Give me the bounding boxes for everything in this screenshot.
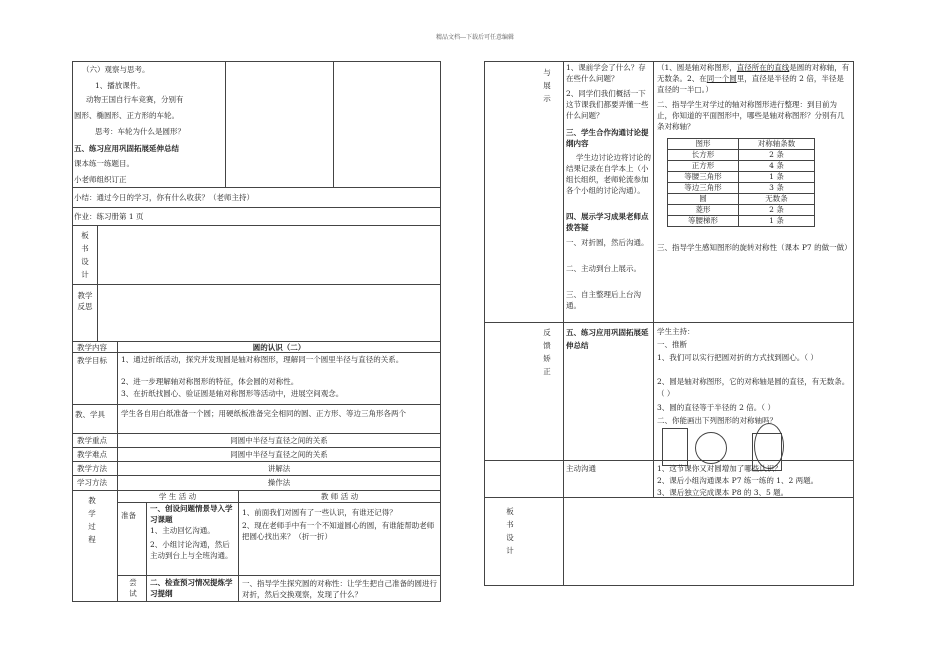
- prep-label: 准备: [121, 511, 136, 520]
- axis-head-shape: 图形: [668, 139, 739, 150]
- prep-title: 一、创设问题情景导入学习课题: [150, 504, 233, 524]
- board-design-label-right: 板书设计: [506, 507, 514, 555]
- share-label: 与展示: [543, 68, 551, 103]
- feedback-label: 反馈矫正: [543, 328, 551, 376]
- goal-1: 1、通过折纸活动，探究并发现圆是轴对称图形，理解同一个圆里半径与直径的关系。: [121, 355, 404, 364]
- board-design-label: 板书设计: [81, 231, 89, 279]
- share-4-item-2: 二、主动到台上展示。: [566, 264, 641, 273]
- goal-label: 教学目标: [77, 356, 107, 365]
- section-6-question: 思考：车轮为什么是圆形？: [95, 127, 185, 136]
- learn-method-value: 操作法: [267, 478, 291, 487]
- share-3-text: 学生边讨论边将讨论的结果记录在自学本上（小组长组织，老师轮流参加各个小组的讨论沟通）。: [566, 153, 651, 195]
- teacher-point-1e: 里，直径是半径的 2 倍，半径是直径的一半□。）: [657, 74, 844, 94]
- prep-student-2: 2、小组讨论沟通，然后主动到台上与全班沟通。: [150, 540, 233, 560]
- try-teacher-1: 一、指导学生探究圆的对称性：让学生把自己准备的圆进行对折，然后交换观察，发现了什么？: [242, 579, 437, 599]
- student-activity-head: 学 生 活 动: [158, 492, 197, 501]
- tools-label: 教、学具: [75, 410, 105, 419]
- axis-shape: 等腰梯形: [668, 216, 739, 227]
- axis-count: 3 条: [739, 183, 815, 194]
- try-title: 二、检查预习情况提炼学习提纲: [150, 578, 233, 598]
- feedback-item-2: 2、圆是轴对称图形，它的对称轴是圆的直径，有无数条。（ ）: [657, 377, 850, 398]
- goal-3: 3、在折纸找圆心、验证圆是轴对称图形等活动中，进展空间观念。: [121, 389, 344, 398]
- difficulty-label: 教学难点: [77, 450, 107, 459]
- prep-teacher-1: 1、前面我们对圆有了一些认识，有谁还记得？: [242, 508, 397, 517]
- prep-student-1: 1、主动回忆沟通。: [150, 526, 215, 535]
- communication-item-3: 3、课后独立完成课本 P8 的 3、5 题。: [657, 488, 789, 497]
- content-value: 圆的认识（二）: [252, 343, 306, 352]
- homework-text: 作业：练习册第 1 页: [74, 212, 144, 221]
- rectangle-shape-icon: [662, 428, 688, 466]
- feedback-title: 五、练习应用巩固拓展延伸总结: [566, 328, 649, 350]
- feedback-host: 学生主持：: [657, 327, 695, 336]
- axis-shape: 等边三角形: [668, 183, 739, 194]
- goal-2: 2、进一步理解轴对称图形的特征，体会圆的对称性。: [121, 377, 299, 386]
- circle-shape-icon: [695, 432, 727, 464]
- key-point-label: 教学重点: [77, 436, 107, 445]
- teacher-point-1: [657, 62, 851, 95]
- axis-shape: 等腰三角形: [668, 172, 739, 183]
- learn-method-label: 学习方法: [77, 478, 107, 487]
- page-header: 精品文档---下载后可任意编辑: [435, 34, 515, 41]
- section-6-title: （六）观察与思考。: [82, 65, 150, 74]
- method-value: 讲解法: [267, 464, 291, 473]
- teacher-point-1c: 是圆的对称轴，有无数条。2、在: [657, 63, 850, 83]
- communication-item-2: 2、课后小组沟通课本 P7 练一练的 1、2 两题。: [657, 476, 819, 485]
- feedback-item-3: 3、圆的直径等于半径的 2 倍。（ ）: [657, 403, 775, 412]
- axis-head-count: 对称轴条数: [739, 139, 815, 150]
- axis-count: 无数条: [739, 194, 815, 205]
- axis-shape: 菱形: [668, 205, 739, 216]
- share-item-1: 1、课前学会了什么？存在些什么问题？: [566, 63, 646, 83]
- process-label: 教学过程: [88, 496, 96, 544]
- teacher-point-1a: （1、圆是轴对称图形，: [657, 63, 737, 72]
- section-5-item-2: 小老师组织订正: [74, 175, 127, 184]
- communication-label: 主动沟通: [566, 464, 596, 473]
- axis-count: 4 条: [739, 161, 815, 172]
- content-label: 教学内容: [77, 343, 107, 352]
- section-5-item-1: 课本练一练题目。: [74, 159, 134, 168]
- feedback-question-2: 二、你能画出下列图形的对称轴吗？: [657, 416, 777, 425]
- reflection-label: 教学反思: [77, 291, 93, 311]
- teacher-activity-head: 教 师 活 动: [320, 492, 359, 501]
- teacher-point-3: 三、指导学生感知图形的旋转对称性（课本 P7 的做一做）: [657, 243, 852, 252]
- method-label: 教学方法: [77, 464, 107, 473]
- share-3-title: 三、学生合作沟通讨论提纲内容: [566, 128, 649, 148]
- tools-value: 学生各自用白纸准备一个圆；用硬纸板准备完全相同的圆、正方形、等边三角形各两个: [121, 409, 406, 418]
- axis-shape: 正方形: [668, 161, 739, 172]
- feedback-judge: 一、推断: [657, 340, 687, 349]
- teacher-point-1d: 同一个圆: [706, 74, 737, 83]
- try-label: 尝试: [129, 578, 137, 598]
- symmetry-axis-table: [667, 138, 815, 227]
- section-6-item-1: 1、播放课件。: [95, 81, 145, 90]
- share-4-item-1: 一、对折圆，然后沟通。: [566, 238, 649, 247]
- summary-text: 小结：通过今日的学习，你有什么收获？（老师主持）: [74, 193, 254, 202]
- share-item-2: 2、同学们我们概括一下这节课我们都要弄懂一些什么问题？: [566, 89, 649, 120]
- feedback-item-1: 1、我们可以实行把圆对折的方式找到圆心。（ ）: [657, 353, 818, 362]
- axis-shape: 圆: [668, 194, 739, 205]
- teacher-point-1b: 直径所在的直线: [736, 63, 790, 72]
- axis-count: 1 条: [739, 216, 815, 227]
- key-point-value: 同圆中半径与直径之间的关系: [230, 436, 328, 445]
- axis-count: 2 条: [739, 150, 815, 161]
- section-6-item-3: 圆形、椭圆形、正方形的车轮。: [74, 111, 179, 120]
- axis-count: 2 条: [739, 205, 815, 216]
- section-6-item-2: 动物王国自行车竞赛，分别有: [86, 95, 184, 104]
- communication-item-1: 1、这节课你又对圆增加了哪些认识？: [657, 464, 782, 473]
- difficulty-value: 同圆中半径与直径之间的关系: [230, 450, 328, 459]
- axis-shape: 长方形: [668, 150, 739, 161]
- teacher-point-2: 二、指导学生对学过的轴对称图形进行整理：到目前为止，你知道的平面图形中，哪些是轴对称图形？分别有几条对称轴？: [657, 100, 845, 131]
- prep-teacher-2: 2、现在老师手中有一个不知道圆心的圆，有谁能帮助老师把圆心找出来？（折一折）: [242, 521, 435, 541]
- section-5-title: 五、练习应用巩固拓展延伸总结: [74, 144, 179, 153]
- share-4-title: 四、展示学习成果老师点拨答疑: [566, 212, 649, 232]
- axis-count: 1 条: [739, 172, 815, 183]
- share-4-item-3: 三、自主整理后上台沟通。: [566, 290, 641, 310]
